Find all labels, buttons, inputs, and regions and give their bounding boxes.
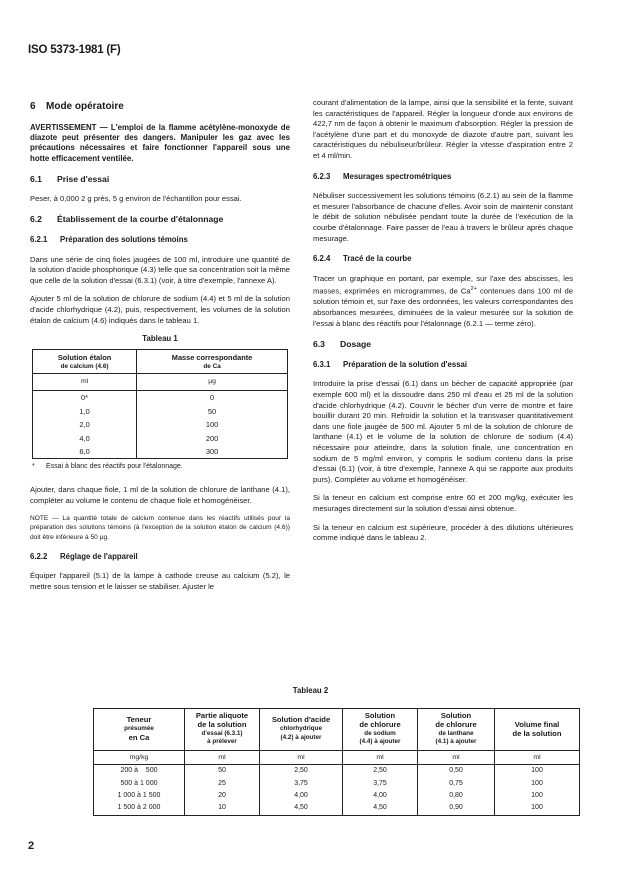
table-cell: 50 (137, 405, 288, 418)
table-1-caption: Tableau 1 (142, 334, 178, 344)
table-2-header: Volume final de la solution (495, 709, 580, 751)
section-6-3-1-heading: 6.3.1 Préparation de la solution d'essai (313, 359, 468, 369)
table-cell: 20 (185, 790, 260, 802)
table-row (33, 445, 288, 459)
document-header: ISO 5373-1981 (F) (28, 44, 121, 56)
table-cell: 100 (137, 418, 288, 431)
table-row (94, 778, 580, 790)
table-row (33, 418, 288, 431)
table-1-unit: µg (137, 373, 288, 391)
table-cell: 4,00 (260, 790, 343, 802)
table-cell: 6,0 (33, 445, 137, 459)
table-cell: 0 (137, 391, 288, 405)
table-cell: 4,50 (343, 802, 418, 815)
table-1-footnote: * Essai à blanc des réactifs pour l'étalonnage. (32, 463, 183, 471)
table-2-unit: ml (495, 751, 580, 765)
table-cell: 100 (495, 778, 580, 790)
section-6-2-1-para-1: Dans une série de cinq fioles jaugées de 100 ml, introduire une quantité de la solution d'acide phosphorique (4.3) telle que sa concentration soit la même que celle de la solution d'essai (6.3.1) (voir, à titre d'exemple, l'annexe A). (30, 254, 290, 285)
table-cell: 200 à 500 (94, 765, 185, 778)
table-cell: 25 (185, 778, 260, 790)
section-6-3-heading: 6.3 Dosage (313, 339, 372, 350)
table-cell: 100 (495, 802, 580, 815)
section-6-2-2-text-left: Équiper l'appareil (5.1) de la lampe à cathode creuse au calcium (5.2), le mettre sous tension et le laisser se stabiliser. Ajuster le (30, 571, 290, 591)
section-6-1-heading: 6.1 Prise d'essai (30, 174, 110, 185)
table-cell: 2,0 (33, 418, 137, 431)
section-6-3-1-para-3: Si la teneur en calcium est supérieure, procéder à des dilutions ultérieures comme indiqué dans le tableau 2. (313, 522, 573, 543)
table-2-unit: ml (185, 751, 260, 765)
table-cell: 3,75 (343, 778, 418, 790)
table-2-header: Solution de chlorure de lanthane (4.1) à ajouter (418, 709, 495, 751)
table-cell: 0,90 (418, 802, 495, 815)
table-row (33, 432, 288, 445)
table-cell: 2,50 (260, 765, 343, 778)
table-cell: 300 (137, 445, 288, 459)
table-cell: 4,0 (33, 432, 137, 445)
table-cell: 200 (137, 432, 288, 445)
table-cell: 10 (185, 802, 260, 815)
section-6-2-1-heading: 6.2.1 Préparation des solutions témoins (30, 235, 188, 244)
table-2 (93, 708, 580, 816)
table-2-header: Partie aliquote de la solution d'essai (6.3.1) à prélever (185, 709, 260, 751)
table-1-unit: ml (33, 373, 137, 391)
table-cell: 2,50 (343, 765, 418, 778)
table-cell: 100 (495, 765, 580, 778)
table-cell: 100 (495, 790, 580, 802)
table-row (33, 391, 288, 405)
table-1 (32, 349, 288, 460)
note: NOTE — La quantité totale de calcium contenue dans les réactifs utilisés pour la préparation des solutions témoins (à l'exception de la solution étalon de calcium (4.6)) doit être inférieure à 50 µg. (30, 515, 290, 541)
section-6-2-4-heading: 6.2.4 Tracé de la courbe (313, 254, 412, 264)
table-1-header: Solution étalon de calcium (4.6) (33, 349, 137, 373)
table-row (94, 790, 580, 802)
section-6-1-text: Peser, à 0,000 2 g près, 5 g environ de l'échantillon pour essai. (30, 193, 242, 203)
table-2-header: Teneur présumée en Ca (94, 709, 185, 751)
table-2-header: Solution d'acide chlorhydrique (4.2) à ajouter (260, 709, 343, 751)
table-cell: 0,50 (418, 765, 495, 778)
table-row (94, 802, 580, 815)
table-cell: 0,75 (418, 778, 495, 790)
section-6-2-2-text-right: courant d'alimentation de la lampe, ainsi que la sensibilité et la fente, suivant les caractéristiques de l'appareil. Régler la longueur d'onde aux environs de 422,7 nm de façon à obtenir le maximum d'absorption. Régler la pression de l'acétylène d'une part et du monoxyde de diazote d'autre part, suivant les caractéristiques du nébuliseur/brûleur. Régler la vitesse d'aspiration entre 2 et 4 ml/min. (313, 98, 573, 160)
section-6-2-2-heading: 6.2.2 Réglage de l'appareil (30, 551, 138, 561)
table-cell: 4,50 (260, 802, 343, 815)
table-cell: 4,00 (343, 790, 418, 802)
table-row (94, 765, 580, 778)
section-6-2-3-text: Nébuliser successivement les solutions témoins (6.2.1) au sein de la flamme et mesurer l'absorbance de chacune d'elles. Avoir soin de maintenir constant le débit de solution nébulisée pendant toute la durée de l'exécution de la courbe d'étalonnage. Faire passer de l'eau à travers le brûleur après chaque mesurage. (313, 191, 573, 243)
table-2-unit: ml (418, 751, 495, 765)
section-6-2-1-para-2: Ajouter 5 ml de la solution de chlorure de sodium (4.4) et 5 ml de la solution d'acide chlorhydrique (4.2), puis, respectivement, les volumes de la solution étalon de calcium (4.6) indiqués dans le tableau 1. (30, 294, 290, 325)
table-2-caption: Tableau 2 (292, 686, 329, 695)
section-6-2-1-para-3: Ajouter, dans chaque fiole, 1 ml de la solution de chlorure de lanthane (4.1), compléter au volume le contenu de chaque fiole et homogénéiser. (30, 484, 290, 505)
table-cell: 0,80 (418, 790, 495, 802)
table-2-unit: mg/kg (94, 751, 185, 765)
page-number: 2 (28, 840, 35, 852)
table-cell: 0* (33, 391, 137, 405)
table-cell: 1,0 (33, 405, 137, 418)
right-column (313, 98, 573, 552)
section-6-3-1-para-2: Si la teneur en calcium est comprise entre 60 et 200 mg/kg, exécuter les mesurages directement sur la solution d'essai ainsi obtenue. (313, 493, 573, 513)
table-2-unit: ml (260, 751, 343, 765)
left-column (30, 98, 290, 601)
section-6-heading: 6 Mode opératoire (30, 101, 124, 112)
section-6-2-heading: 6.2 Établissement de la courbe d'étalonnage (30, 214, 224, 225)
table-cell: 1 500 à 2 000 (94, 802, 185, 815)
table-cell: 1 000 à 1 500 (94, 790, 185, 802)
table-2-header: Solution de chlorure de sodium (4.4) à ajouter (343, 709, 418, 751)
table-1-header: Masse correspondante de Ca (137, 349, 288, 373)
table-cell: 500 à 1 000 (94, 778, 185, 790)
warning-paragraph: AVERTISSEMENT — L'emploi de la flamme acétylène-monoxyde de diazote peut présenter des dangers. Manipuler les gaz avec les précautions nécessaires et faire fonctionner l'appareil sous une hotte efficacement ventilée. (30, 122, 290, 163)
section-6-2-3-heading: 6.2.3 Mesurages spectrométriques (313, 171, 452, 181)
table-row (33, 405, 288, 418)
table-cell: 50 (185, 765, 260, 778)
section-6-3-1-para-1: Introduire la prise d'essai (6.1) dans un bécher de capacité appropriée (par exemple 600 ml) et la dissoudre dans 250 ml d'eau et 25 ml de la solution d'acide chlorhydrique (4.2). Couvrir le bécher d'un verre de montre et faire bouillir durant 20 min. Refroidir la solution et la transvaser quantitativement dans une fiole jaugée de 500 ml. Ajouter 5 ml de la solution de chlorure de lanthane (4.1) et le volume de la solution de chlorure de sodium (4.4) nécessaire pour atteindre, dans la solution finale, une concentration en sodium de 5 mg/ml environ, y compris le sodium contenu dans la prise d'essai (6.1) (voir, à titre d'exemple, l'annexe A qui se rapporte aux produits purs). Compléter au volume et homogénéiser. (313, 379, 573, 484)
table-2-unit: ml (343, 751, 418, 765)
table-cell: 3,75 (260, 778, 343, 790)
section-6-2-4-text: Tracer un graphique en portant, par exemple, sur l'axe des abscisses, les masses, exprimées en microgrammes, de $Ca^{2+}$ contenues dans 100 ml de solution témoin et, sur l'axe des ordonnées, les valeurs correspondantes des absorbances mesurées, diminuées de la valeur mesurée sur la solution de l'essai à blanc des réactifs pour l'étalonnage (6.2.1 — terme zéro). (313, 273, 573, 328)
